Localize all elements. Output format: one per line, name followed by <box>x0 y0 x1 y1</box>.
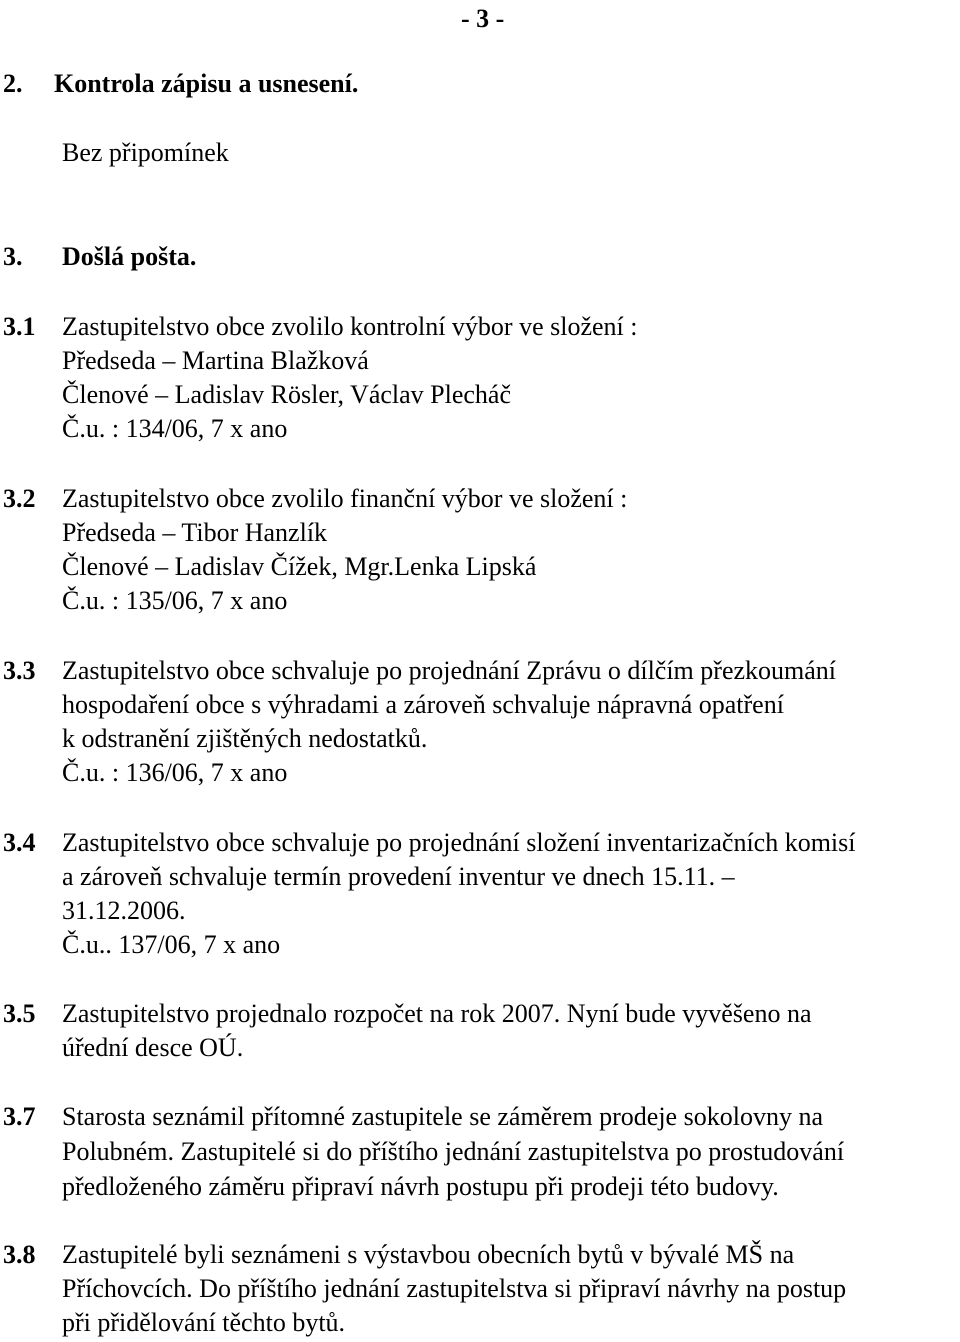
item-text: Starosta seznámil přítomné zastupitele se záměrem prodeje sokolovny na <box>62 1102 823 1131</box>
item-text: Členové – Ladislav Rösler, Václav Plecháč <box>62 380 512 409</box>
item-text: Zastupitelstvo obce schvaluje po projednání složení inventarizačních komisí <box>62 828 856 857</box>
item-text: Zastupitelstvo obce zvolilo finanční výbor ve složení : <box>62 484 628 513</box>
item-number: 3.5 <box>3 999 36 1028</box>
item-number: 3.4 <box>3 828 36 857</box>
item-text: Č.u. : 134/06, 7 x ano <box>62 414 288 443</box>
item-text: Předseda – Tibor Hanzlík <box>62 518 328 547</box>
item-number: 3.1 <box>3 312 36 341</box>
item-number: 3.8 <box>3 1240 36 1269</box>
section-2-number: 2. <box>3 69 23 98</box>
item-text: Příchovcích. Do příštího jednání zastupitelstva si připraví návrhy na postup <box>62 1274 847 1303</box>
page-number: - 3 - <box>461 4 505 33</box>
section-3-title: Došlá pošta. <box>62 242 197 271</box>
item-text: úřední desce OÚ. <box>62 1033 244 1062</box>
item-text: 31.12.2006. <box>62 896 186 925</box>
item-text: při přidělování těchto bytů. <box>62 1308 346 1337</box>
item-text: Č.u. : 136/06, 7 x ano <box>62 758 288 787</box>
item-text: Zastupitelstvo obce zvolilo kontrolní výbor ve složení : <box>62 312 638 341</box>
item-number: 3.3 <box>3 656 36 685</box>
item-text: hospodaření obce s výhradami a zároveň schvaluje nápravná opatření <box>62 690 784 719</box>
item-text: a zároveň schvaluje termín provedení inventur ve dnech 15.11. – <box>62 862 735 891</box>
section-3-number: 3. <box>3 242 23 271</box>
item-text: Polubném. Zastupitelé si do příštího jednání zastupitelstva po prostudování <box>62 1137 845 1166</box>
item-text: k odstranění zjištěných nedostatků. <box>62 724 428 753</box>
item-text: Členové – Ladislav Čížek, Mgr.Lenka Lipská <box>62 552 537 581</box>
section-2-note: Bez připomínek <box>62 138 229 167</box>
item-text: předloženého záměru připraví návrh postupu při prodeji této budovy. <box>62 1172 779 1201</box>
item-number: 3.7 <box>3 1102 36 1131</box>
section-2-title: Kontrola zápisu a usnesení. <box>54 69 359 98</box>
item-text: Zastupitelstvo obce schvaluje po projednání Zprávu o dílčím přezkoumání <box>62 656 837 685</box>
item-text: Předseda – Martina Blažková <box>62 346 369 375</box>
item-number: 3.2 <box>3 484 36 513</box>
item-text: Zastupitelstvo projednalo rozpočet na rok 2007. Nyní bude vyvěšeno na <box>62 999 812 1028</box>
item-text: Č.u.. 137/06, 7 x ano <box>62 930 281 959</box>
item-text: Zastupitelé byli seznámeni s výstavbou obecních bytů v bývalé MŠ na <box>62 1240 795 1269</box>
item-text: Č.u. : 135/06, 7 x ano <box>62 586 288 615</box>
